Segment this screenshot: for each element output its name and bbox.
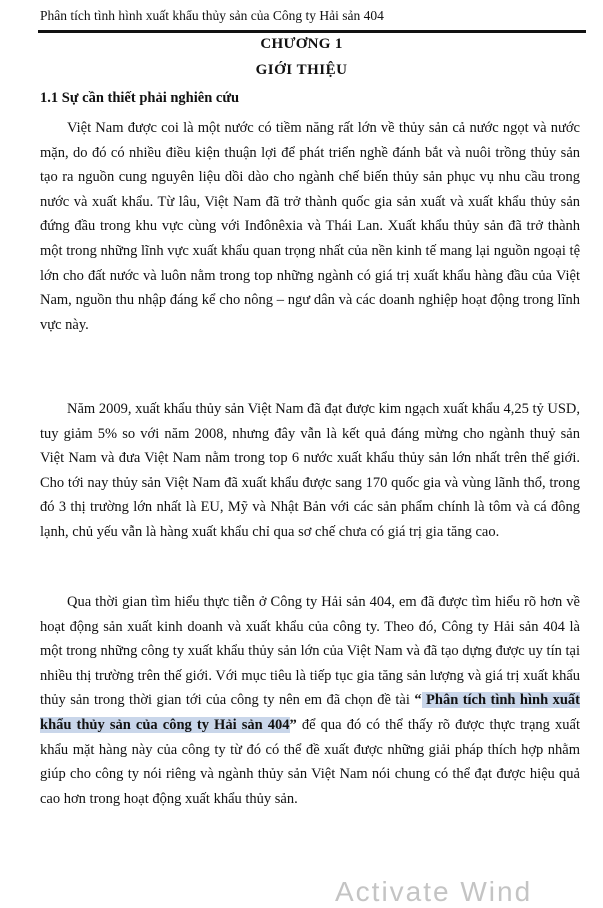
paragraph-3-text-end: để qua đó có thể thấy rõ được thực trạng xuất khẩu mặt hàng này của công ty từ đó có thể đề xuất được những giải pháp thích hợp nhằm giúp cho công ty nói riêng và ngành thủy sản Việt Nam nói chung có thể đạt được hiệu quả cao hơn trong hoạt động xuất khẩu thủy sản. bbox=[40, 716, 580, 807]
paragraph-2-text: Năm 2009, xuất khẩu thủy sản Việt Nam đã đạt được kim ngạch xuất khẩu 4,25 tỷ USD, tuy giảm 5% so với năm 2008, nhưng đây vẫn là kết quả đáng mừng cho ngành thuỷ sản Việt Nam và đưa Việt Nam nằm trong top 6 nước xuất khẩu thủy sản lớn nhất trên thế giới. Cho tới nay thủy sản Việt Nam đã xuất khẩu được sang 170 quốc gia và vùng lãnh thổ, trong đó 3 thị trường lớn nhất là EU, Mỹ và Nhật Bản với các sản phẩm chính là tôm và cá đông lạnh, chủ yếu vẫn là hàng xuất khẩu chỉ qua sơ chế chưa có giá trị gia tăng cao. bbox=[40, 401, 580, 540]
running-header: Phân tích tình hình xuất khẩu thủy sản của Công ty Hải sản 404 bbox=[40, 8, 384, 23]
highlighted-topic-title[interactable]: Phân tích tình hình xuất khẩu thủy sản của công ty Hải sản 404 bbox=[40, 692, 580, 733]
header-rule bbox=[38, 30, 586, 33]
paragraph-1 bbox=[40, 116, 580, 337]
section-heading: 1.1 Sự cần thiết phải nghiên cứu bbox=[40, 90, 240, 106]
paragraph-3 bbox=[40, 590, 580, 811]
paragraph-2 bbox=[40, 397, 580, 545]
open-quote: “ bbox=[414, 692, 422, 709]
paragraph-3-text-start: Qua thời gian tìm hiểu thực tiễn ở Công ty Hải sản 404, em đã được tìm hiểu rõ hơn về hoạt động sản xuất kinh doanh và xuất khẩu của công ty. Theo đó, Công ty Hải sản 404 là một trong những công ty xuất khẩu thủy sản lớn của Việt Nam và đã tạo dựng được uy tín tại nhiều thị trường trên thế giới. Với mục tiêu là tiếp tục gia tăng sản lượng và giá trị xuất khẩu thủy sản trong thời gian tới của công ty nên em đã chọn đề tài bbox=[40, 594, 580, 709]
chapter-number: CHƯƠNG 1 bbox=[260, 36, 343, 52]
close-quote: ” bbox=[289, 716, 297, 733]
activate-windows-watermark: Activate Wind bbox=[335, 876, 533, 907]
paragraph-1-text: Việt Nam được coi là một nước có tiềm năng rất lớn về thủy sản cả nước ngọt và nước mặn, do đó có nhiều điều kiện thuận lợi để phát triển nghề đánh bắt và nuôi trồng thủy sản tạo ra nguồn cung nguyên liệu dồi dào cho ngành chế biến thủy sản phục vụ nhu cầu trong nước và xuất khẩu. Từ lâu, Việt Nam đã trở thành quốc gia sản xuất và xuất khẩu thủy sản đứng đầu trong khu vực cùng với Inđônêxia và Thái Lan. Xuất khẩu thủy sản đã trở thành một trong những lĩnh vực xuất khẩu quan trọng nhất của nền kinh tế mang lại nguồn ngoại tệ lớn cho đất nước và luôn nằm trong top những ngành có giá trị xuất khẩu hàng đầu của Việt Nam, nguồn thu nhập đáng kể cho nông – ngư dân và các doanh nghiệp hoạt động trong lĩnh vực này. bbox=[40, 120, 580, 333]
chapter-title: GIỚI THIỆU bbox=[255, 62, 348, 78]
